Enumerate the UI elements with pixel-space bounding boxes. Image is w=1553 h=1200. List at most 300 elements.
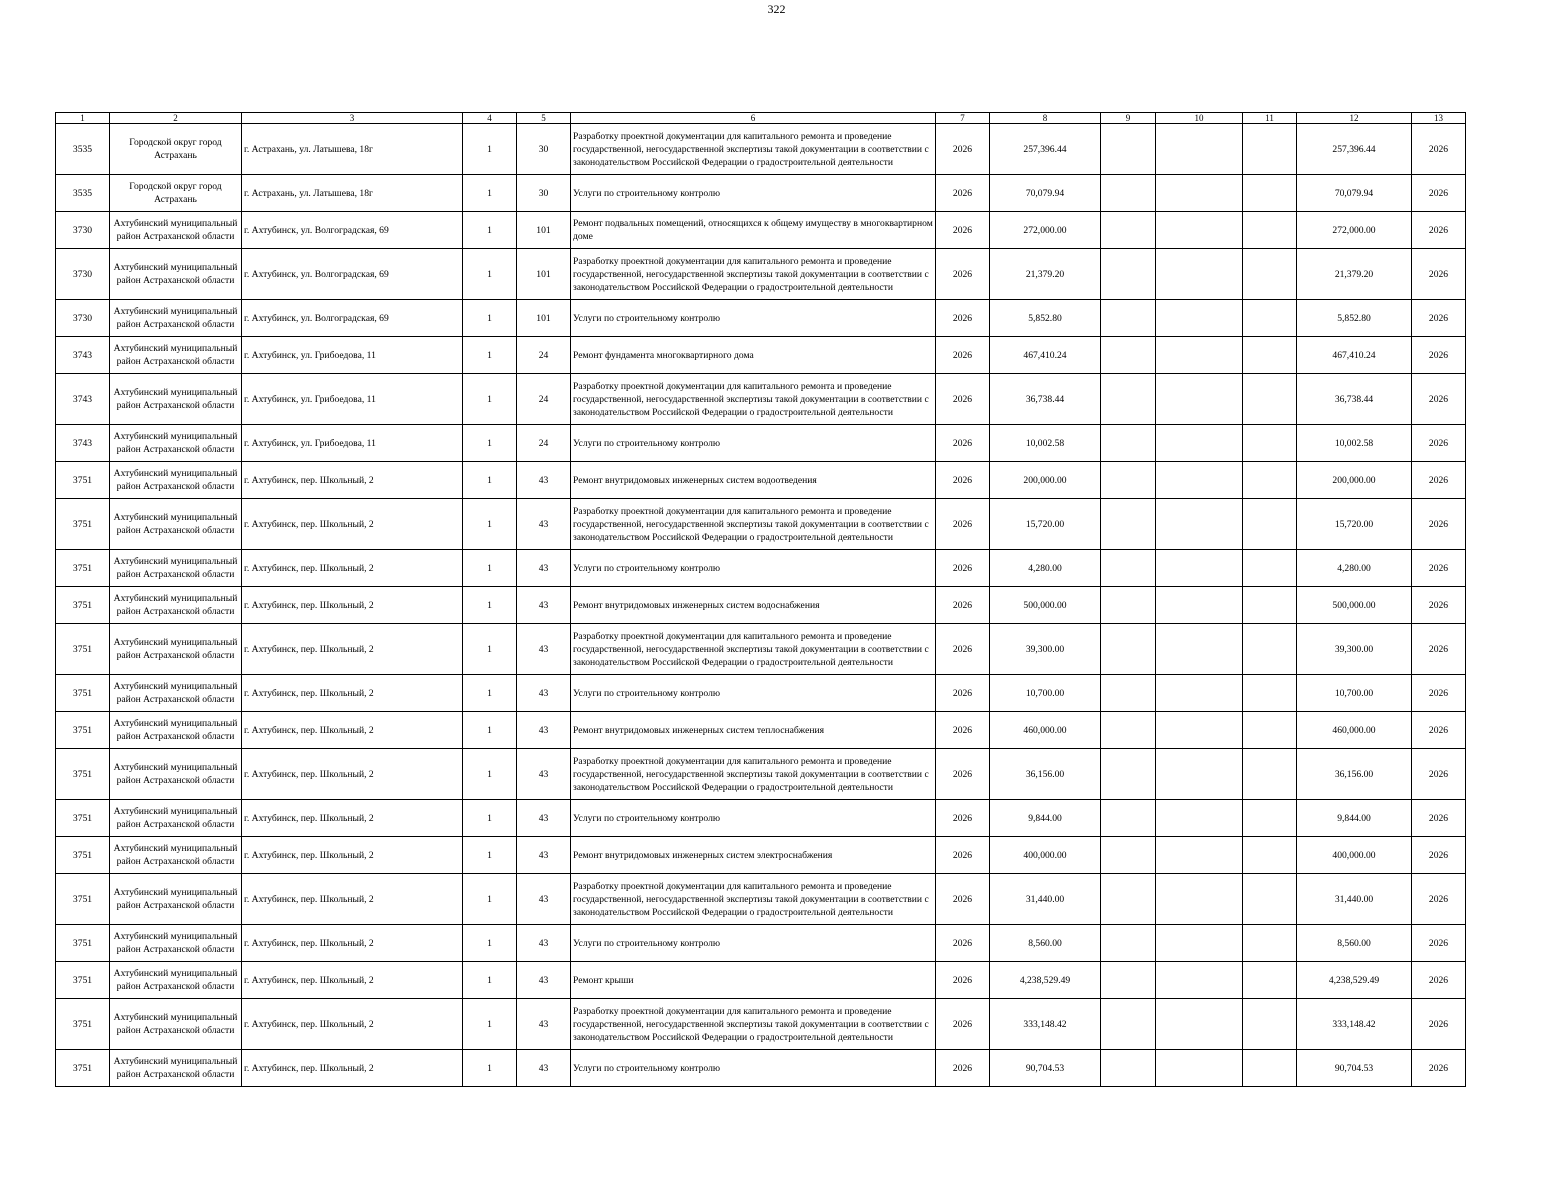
total-cell: 5,852.80 — [1297, 300, 1412, 337]
code-cell: 43 — [517, 624, 571, 675]
table-row — [56, 425, 1466, 462]
municipality-cell: Городской округ город Астрахань — [110, 124, 242, 175]
cost-cell: 9,844.00 — [990, 800, 1101, 837]
empty-cell — [1101, 800, 1156, 837]
table-row — [56, 800, 1466, 837]
code-cell: 43 — [517, 962, 571, 999]
work-type-cell: Услуги по строительному контролю — [571, 425, 936, 462]
year-end-cell: 2026 — [1412, 749, 1466, 800]
year-end-cell: 2026 — [1412, 675, 1466, 712]
year-end-cell: 2026 — [1412, 712, 1466, 749]
year-cell: 2026 — [936, 499, 990, 550]
total-cell: 90,704.53 — [1297, 1050, 1412, 1087]
municipality-cell: Ахтубинский муниципальный район Астраханской области — [110, 337, 242, 374]
code-cell: 24 — [517, 337, 571, 374]
municipality-cell: Ахтубинский муниципальный район Астраханской области — [110, 212, 242, 249]
empty-cell — [1101, 1050, 1156, 1087]
row-number-cell: 3751 — [56, 587, 110, 624]
row-number-cell: 3751 — [56, 925, 110, 962]
address-cell: г. Ахтубинск, ул. Волгоградская, 69 — [242, 212, 463, 249]
work-type-cell: Ремонт внутридомовых инженерных систем водоотведения — [571, 462, 936, 499]
row-number-cell: 3751 — [56, 962, 110, 999]
year-cell: 2026 — [936, 587, 990, 624]
empty-cell — [1243, 874, 1297, 925]
table-row — [56, 925, 1466, 962]
code-cell: 24 — [517, 425, 571, 462]
row-number-cell: 3743 — [56, 425, 110, 462]
empty-cell — [1101, 962, 1156, 999]
empty-cell — [1156, 999, 1243, 1050]
row-number-cell: 3751 — [56, 749, 110, 800]
row-number-cell: 3751 — [56, 499, 110, 550]
cost-cell: 460,000.00 — [990, 712, 1101, 749]
column-header: 2 — [110, 113, 242, 124]
address-cell: г. Ахтубинск, пер. Школьный, 2 — [242, 874, 463, 925]
year-end-cell: 2026 — [1412, 249, 1466, 300]
empty-cell — [1101, 999, 1156, 1050]
cost-cell: 31,440.00 — [990, 874, 1101, 925]
empty-cell — [1243, 675, 1297, 712]
empty-cell — [1156, 550, 1243, 587]
empty-cell — [1101, 337, 1156, 374]
year-end-cell: 2026 — [1412, 499, 1466, 550]
empty-cell — [1156, 212, 1243, 249]
empty-cell — [1156, 462, 1243, 499]
year-cell: 2026 — [936, 425, 990, 462]
year-end-cell: 2026 — [1412, 175, 1466, 212]
empty-cell — [1243, 425, 1297, 462]
empty-cell — [1156, 1050, 1243, 1087]
work-type-cell: Разработку проектной документации для капитального ремонта и проведение государственной, негосударственной экспертизы такой документации в соответствии с законодательством Российской Федерации о градостроительной деятельности — [571, 249, 936, 300]
count-cell: 1 — [463, 425, 517, 462]
table-row — [56, 675, 1466, 712]
total-cell: 10,700.00 — [1297, 675, 1412, 712]
year-end-cell: 2026 — [1412, 300, 1466, 337]
column-header: 13 — [1412, 113, 1466, 124]
empty-cell — [1156, 837, 1243, 874]
municipality-cell: Ахтубинский муниципальный район Астраханской области — [110, 587, 242, 624]
empty-cell — [1101, 425, 1156, 462]
column-header: 5 — [517, 113, 571, 124]
cost-cell: 333,148.42 — [990, 999, 1101, 1050]
row-number-cell: 3535 — [56, 124, 110, 175]
empty-cell — [1243, 925, 1297, 962]
empty-cell — [1156, 374, 1243, 425]
municipality-cell: Ахтубинский муниципальный район Астраханской области — [110, 925, 242, 962]
year-end-cell: 2026 — [1412, 337, 1466, 374]
row-number-cell: 3743 — [56, 374, 110, 425]
work-type-cell: Услуги по строительному контролю — [571, 925, 936, 962]
municipality-cell: Ахтубинский муниципальный район Астраханской области — [110, 249, 242, 300]
empty-cell — [1243, 1050, 1297, 1087]
table-row — [56, 712, 1466, 749]
empty-cell — [1156, 800, 1243, 837]
table-row — [56, 124, 1466, 175]
total-cell: 36,156.00 — [1297, 749, 1412, 800]
year-end-cell: 2026 — [1412, 587, 1466, 624]
work-type-cell: Разработку проектной документации для капитального ремонта и проведение государственной, негосударственной экспертизы такой документации в соответствии с законодательством Российской Федерации о градостроительной деятельности — [571, 624, 936, 675]
address-cell: г. Ахтубинск, пер. Школьный, 2 — [242, 962, 463, 999]
year-cell: 2026 — [936, 624, 990, 675]
code-cell: 43 — [517, 837, 571, 874]
cost-cell: 39,300.00 — [990, 624, 1101, 675]
empty-cell — [1101, 925, 1156, 962]
count-cell: 1 — [463, 962, 517, 999]
empty-cell — [1243, 249, 1297, 300]
year-end-cell: 2026 — [1412, 925, 1466, 962]
row-number-cell: 3751 — [56, 837, 110, 874]
column-header: 4 — [463, 113, 517, 124]
year-end-cell: 2026 — [1412, 962, 1466, 999]
address-cell: г. Ахтубинск, пер. Школьный, 2 — [242, 712, 463, 749]
work-type-cell: Разработку проектной документации для капитального ремонта и проведение государственной, негосударственной экспертизы такой документации в соответствии с законодательством Российской Федерации о градостроительной деятельности — [571, 374, 936, 425]
empty-cell — [1243, 374, 1297, 425]
cost-cell: 10,002.58 — [990, 425, 1101, 462]
column-header: 11 — [1243, 113, 1297, 124]
total-cell: 4,280.00 — [1297, 550, 1412, 587]
address-cell: г. Ахтубинск, пер. Школьный, 2 — [242, 837, 463, 874]
cost-cell: 467,410.24 — [990, 337, 1101, 374]
address-cell: г. Ахтубинск, пер. Школьный, 2 — [242, 749, 463, 800]
table-body — [56, 113, 1466, 1087]
table-row — [56, 212, 1466, 249]
year-cell: 2026 — [936, 212, 990, 249]
row-number-cell: 3751 — [56, 462, 110, 499]
total-cell: 31,440.00 — [1297, 874, 1412, 925]
empty-cell — [1156, 749, 1243, 800]
work-type-cell: Разработку проектной документации для капитального ремонта и проведение государственной, негосударственной экспертизы такой документации в соответствии с законодательством Российской Федерации о градостроительной деятельности — [571, 999, 936, 1050]
count-cell: 1 — [463, 800, 517, 837]
capital-repair-table — [55, 112, 1466, 1087]
work-type-cell: Ремонт крыши — [571, 962, 936, 999]
column-header: 1 — [56, 113, 110, 124]
address-cell: г. Ахтубинск, пер. Школьный, 2 — [242, 675, 463, 712]
count-cell: 1 — [463, 374, 517, 425]
count-cell: 1 — [463, 300, 517, 337]
cost-cell: 500,000.00 — [990, 587, 1101, 624]
address-cell: г. Ахтубинск, пер. Школьный, 2 — [242, 925, 463, 962]
row-number-cell: 3730 — [56, 300, 110, 337]
empty-cell — [1156, 337, 1243, 374]
year-cell: 2026 — [936, 925, 990, 962]
code-cell: 43 — [517, 462, 571, 499]
empty-cell — [1243, 587, 1297, 624]
code-cell: 30 — [517, 175, 571, 212]
empty-cell — [1101, 587, 1156, 624]
empty-cell — [1101, 874, 1156, 925]
empty-cell — [1101, 499, 1156, 550]
address-cell: г. Ахтубинск, пер. Школьный, 2 — [242, 499, 463, 550]
year-cell: 2026 — [936, 337, 990, 374]
row-number-cell: 3751 — [56, 712, 110, 749]
year-cell: 2026 — [936, 675, 990, 712]
total-cell: 400,000.00 — [1297, 837, 1412, 874]
code-cell: 43 — [517, 550, 571, 587]
cost-cell: 70,079.94 — [990, 175, 1101, 212]
row-number-cell: 3751 — [56, 675, 110, 712]
code-cell: 43 — [517, 1050, 571, 1087]
year-cell: 2026 — [936, 962, 990, 999]
total-cell: 467,410.24 — [1297, 337, 1412, 374]
code-cell: 30 — [517, 124, 571, 175]
empty-cell — [1156, 499, 1243, 550]
table-row — [56, 374, 1466, 425]
code-cell: 101 — [517, 212, 571, 249]
column-header: 12 — [1297, 113, 1412, 124]
empty-cell — [1156, 874, 1243, 925]
empty-cell — [1156, 249, 1243, 300]
empty-cell — [1101, 837, 1156, 874]
table-row — [56, 300, 1466, 337]
year-end-cell: 2026 — [1412, 462, 1466, 499]
count-cell: 1 — [463, 124, 517, 175]
empty-cell — [1101, 550, 1156, 587]
empty-cell — [1156, 175, 1243, 212]
empty-cell — [1156, 124, 1243, 175]
year-end-cell: 2026 — [1412, 624, 1466, 675]
cost-cell: 36,156.00 — [990, 749, 1101, 800]
code-cell: 43 — [517, 712, 571, 749]
empty-cell — [1101, 712, 1156, 749]
empty-cell — [1156, 587, 1243, 624]
empty-cell — [1156, 925, 1243, 962]
year-end-cell: 2026 — [1412, 874, 1466, 925]
empty-cell — [1243, 499, 1297, 550]
cost-cell: 90,704.53 — [990, 1050, 1101, 1087]
row-number-cell: 3751 — [56, 999, 110, 1050]
table-row — [56, 249, 1466, 300]
cost-cell: 257,396.44 — [990, 124, 1101, 175]
year-cell: 2026 — [936, 1050, 990, 1087]
cost-cell: 10,700.00 — [990, 675, 1101, 712]
work-type-cell: Ремонт внутридомовых инженерных систем электроснабжения — [571, 837, 936, 874]
column-header: 9 — [1101, 113, 1156, 124]
total-cell: 333,148.42 — [1297, 999, 1412, 1050]
municipality-cell: Городской округ город Астрахань — [110, 175, 242, 212]
municipality-cell: Ахтубинский муниципальный район Астраханской области — [110, 800, 242, 837]
empty-cell — [1243, 837, 1297, 874]
empty-cell — [1243, 712, 1297, 749]
empty-cell — [1156, 624, 1243, 675]
code-cell: 101 — [517, 249, 571, 300]
row-number-cell: 3535 — [56, 175, 110, 212]
total-cell: 200,000.00 — [1297, 462, 1412, 499]
table-row — [56, 337, 1466, 374]
cost-cell: 21,379.20 — [990, 249, 1101, 300]
total-cell: 15,720.00 — [1297, 499, 1412, 550]
cost-cell: 4,280.00 — [990, 550, 1101, 587]
cost-cell: 15,720.00 — [990, 499, 1101, 550]
work-type-cell: Разработку проектной документации для капитального ремонта и проведение государственной, негосударственной экспертизы такой документации в соответствии с законодательством Российской Федерации о градостроительной деятельности — [571, 124, 936, 175]
empty-cell — [1101, 300, 1156, 337]
work-type-cell: Ремонт внутридомовых инженерных систем водоснабжения — [571, 587, 936, 624]
address-cell: г. Ахтубинск, пер. Школьный, 2 — [242, 624, 463, 675]
work-type-cell: Разработку проектной документации для капитального ремонта и проведение государственной, негосударственной экспертизы такой документации в соответствии с законодательством Российской Федерации о градостроительной деятельности — [571, 749, 936, 800]
code-cell: 43 — [517, 749, 571, 800]
table-row — [56, 874, 1466, 925]
year-cell: 2026 — [936, 175, 990, 212]
count-cell: 1 — [463, 999, 517, 1050]
empty-cell — [1243, 999, 1297, 1050]
empty-cell — [1101, 624, 1156, 675]
municipality-cell: Ахтубинский муниципальный район Астраханской области — [110, 550, 242, 587]
year-cell: 2026 — [936, 999, 990, 1050]
address-cell: г. Ахтубинск, ул. Грибоедова, 11 — [242, 374, 463, 425]
code-cell: 43 — [517, 925, 571, 962]
count-cell: 1 — [463, 212, 517, 249]
column-header: 6 — [571, 113, 936, 124]
count-cell: 1 — [463, 337, 517, 374]
total-cell: 4,238,529.49 — [1297, 962, 1412, 999]
empty-cell — [1156, 962, 1243, 999]
empty-cell — [1156, 300, 1243, 337]
row-number-cell: 3743 — [56, 337, 110, 374]
year-cell: 2026 — [936, 300, 990, 337]
empty-cell — [1101, 675, 1156, 712]
empty-cell — [1243, 337, 1297, 374]
total-cell: 8,560.00 — [1297, 925, 1412, 962]
page-number: 322 — [767, 2, 786, 16]
count-cell: 1 — [463, 749, 517, 800]
table-row — [56, 837, 1466, 874]
count-cell: 1 — [463, 175, 517, 212]
count-cell: 1 — [463, 712, 517, 749]
cost-cell: 4,238,529.49 — [990, 962, 1101, 999]
year-end-cell: 2026 — [1412, 374, 1466, 425]
year-end-cell: 2026 — [1412, 124, 1466, 175]
address-cell: г. Астрахань, ул. Латышева, 18г — [242, 124, 463, 175]
municipality-cell: Ахтубинский муниципальный район Астраханской области — [110, 300, 242, 337]
table-row — [56, 587, 1466, 624]
table-row — [56, 962, 1466, 999]
municipality-cell: Ахтубинский муниципальный район Астраханской области — [110, 425, 242, 462]
work-type-cell: Услуги по строительному контролю — [571, 1050, 936, 1087]
address-cell: г. Ахтубинск, пер. Школьный, 2 — [242, 587, 463, 624]
empty-cell — [1243, 962, 1297, 999]
work-type-cell: Разработку проектной документации для капитального ремонта и проведение государственной, негосударственной экспертизы такой документации в соответствии с законодательством Российской Федерации о градостроительной деятельности — [571, 874, 936, 925]
work-type-cell: Ремонт фундамента многоквартирного дома — [571, 337, 936, 374]
code-cell: 43 — [517, 675, 571, 712]
year-cell: 2026 — [936, 374, 990, 425]
count-cell: 1 — [463, 499, 517, 550]
address-cell: г. Ахтубинск, ул. Волгоградская, 69 — [242, 249, 463, 300]
year-cell: 2026 — [936, 550, 990, 587]
total-cell: 9,844.00 — [1297, 800, 1412, 837]
year-end-cell: 2026 — [1412, 837, 1466, 874]
total-cell: 500,000.00 — [1297, 587, 1412, 624]
table-row — [56, 462, 1466, 499]
empty-cell — [1101, 249, 1156, 300]
table-row — [56, 550, 1466, 587]
empty-cell — [1156, 425, 1243, 462]
count-cell: 1 — [463, 462, 517, 499]
row-number-cell: 3730 — [56, 212, 110, 249]
work-type-cell: Услуги по строительному контролю — [571, 300, 936, 337]
count-cell: 1 — [463, 249, 517, 300]
column-header: 7 — [936, 113, 990, 124]
total-cell: 36,738.44 — [1297, 374, 1412, 425]
code-cell: 43 — [517, 499, 571, 550]
address-cell: г. Ахтубинск, пер. Школьный, 2 — [242, 800, 463, 837]
empty-cell — [1101, 749, 1156, 800]
column-header: 8 — [990, 113, 1101, 124]
year-cell: 2026 — [936, 800, 990, 837]
address-cell: г. Ахтубинск, пер. Школьный, 2 — [242, 1050, 463, 1087]
empty-cell — [1243, 124, 1297, 175]
year-end-cell: 2026 — [1412, 800, 1466, 837]
empty-cell — [1101, 212, 1156, 249]
cost-cell: 400,000.00 — [990, 837, 1101, 874]
total-cell: 10,002.58 — [1297, 425, 1412, 462]
row-number-cell: 3751 — [56, 1050, 110, 1087]
work-type-cell: Услуги по строительному контролю — [571, 675, 936, 712]
table-row — [56, 499, 1466, 550]
municipality-cell: Ахтубинский муниципальный район Астраханской области — [110, 962, 242, 999]
municipality-cell: Ахтубинский муниципальный район Астраханской области — [110, 712, 242, 749]
empty-cell — [1101, 124, 1156, 175]
address-cell: г. Астрахань, ул. Латышева, 18г — [242, 175, 463, 212]
year-cell: 2026 — [936, 249, 990, 300]
count-cell: 1 — [463, 874, 517, 925]
code-cell: 43 — [517, 587, 571, 624]
empty-cell — [1243, 462, 1297, 499]
total-cell: 21,379.20 — [1297, 249, 1412, 300]
empty-cell — [1101, 462, 1156, 499]
cost-cell: 5,852.80 — [990, 300, 1101, 337]
year-end-cell: 2026 — [1412, 999, 1466, 1050]
cost-cell: 200,000.00 — [990, 462, 1101, 499]
work-type-cell: Услуги по строительному контролю — [571, 550, 936, 587]
cost-cell: 272,000.00 — [990, 212, 1101, 249]
code-cell: 43 — [517, 999, 571, 1050]
work-type-cell: Ремонт подвальных помещений, относящихся к общему имуществу в многоквартирном доме — [571, 212, 936, 249]
year-cell: 2026 — [936, 124, 990, 175]
year-end-cell: 2026 — [1412, 1050, 1466, 1087]
code-cell: 43 — [517, 800, 571, 837]
empty-cell — [1243, 749, 1297, 800]
count-cell: 1 — [463, 624, 517, 675]
empty-cell — [1101, 175, 1156, 212]
municipality-cell: Ахтубинский муниципальный район Астраханской области — [110, 624, 242, 675]
count-cell: 1 — [463, 675, 517, 712]
row-number-cell: 3751 — [56, 624, 110, 675]
code-cell: 101 — [517, 300, 571, 337]
empty-cell — [1243, 175, 1297, 212]
count-cell: 1 — [463, 587, 517, 624]
empty-cell — [1243, 624, 1297, 675]
year-end-cell: 2026 — [1412, 425, 1466, 462]
address-cell: г. Ахтубинск, ул. Грибоедова, 11 — [242, 425, 463, 462]
year-end-cell: 2026 — [1412, 212, 1466, 249]
total-cell: 272,000.00 — [1297, 212, 1412, 249]
row-number-cell: 3730 — [56, 249, 110, 300]
table-row — [56, 624, 1466, 675]
address-cell: г. Ахтубинск, пер. Школьный, 2 — [242, 550, 463, 587]
empty-cell — [1243, 300, 1297, 337]
table-row — [56, 1050, 1466, 1087]
work-type-cell: Ремонт внутридомовых инженерных систем теплоснабжения — [571, 712, 936, 749]
row-number-cell: 3751 — [56, 800, 110, 837]
table-row — [56, 749, 1466, 800]
address-cell: г. Ахтубинск, ул. Грибоедова, 11 — [242, 337, 463, 374]
column-number-header-row — [56, 113, 1466, 124]
row-number-cell: 3751 — [56, 874, 110, 925]
count-cell: 1 — [463, 837, 517, 874]
municipality-cell: Ахтубинский муниципальный район Астраханской области — [110, 749, 242, 800]
code-cell: 24 — [517, 374, 571, 425]
municipality-cell: Ахтубинский муниципальный район Астраханской области — [110, 374, 242, 425]
empty-cell — [1156, 675, 1243, 712]
